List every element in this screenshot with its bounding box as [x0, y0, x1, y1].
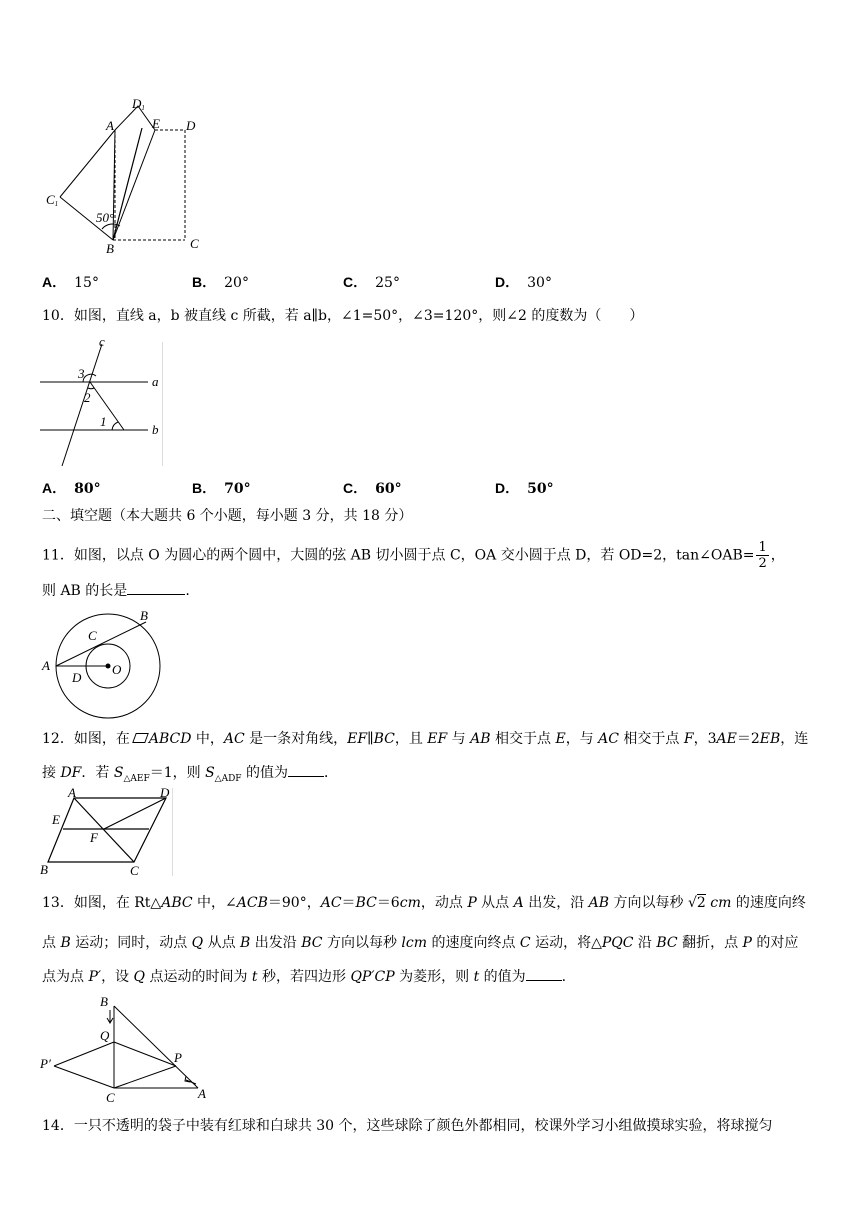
q11-question-line2: 则 AB 的长是 . [42, 580, 190, 601]
q11-question-line1: 11．如图，以点 O 为圆心的两个圆中，大圆的弦 AB 切小圆于点 C，OA 交小圆于点 D，若 OD=2，tan∠OAB= $\frac{1}{2}$ ， [42, 540, 785, 571]
q9-option-c[interactable]: C． 25° [343, 274, 400, 291]
q12-label-a: A [68, 785, 76, 800]
q13-label-q: Q [100, 1028, 110, 1043]
q13-question-line2: 点 B 运动；同时，动点 Q 从点 B 出发沿 BC 方向以每秒 lcm 的速度向终点 C 运动，将△PQC 沿 BC 翻折，点 P 的对应 [42, 935, 799, 951]
q12-figure [38, 786, 178, 878]
q11-fraction: $\frac{1}{2}$ [758, 540, 767, 571]
q9-label-e: E [152, 116, 160, 131]
q13-answer-blank[interactable] [526, 966, 562, 981]
q14-question-text: 14．一只不透明的袋子中装有红球和白球共 30 个，这些球除了颜色外都相同，校课外学习小组做摸球实验，将球搅匀 [42, 1118, 773, 1134]
q9-option-b[interactable]: B． 20° [192, 274, 249, 291]
q9-option-a[interactable]: A． 15° [42, 274, 99, 291]
q9-figure [40, 96, 210, 256]
q13-label-p: P [174, 1050, 182, 1065]
q9-label-d1: D1 [132, 96, 145, 112]
q9-label-d: D [186, 118, 196, 133]
q10-label-3: 3 [78, 366, 85, 381]
q10-question-text: 10．如图，直线 a，b 被直线 c 所截，若 a∥b，∠1=50°，∠3=120°，则∠2 的度数为（ ） [42, 308, 644, 324]
q12-question-line1: 12．如图，在 ABCD 中，AC 是一条对角线，EF∥BC，且 EF 与 AB 相交于点 E，与 AC 相交于点 F，3AE＝2EB，连 [42, 731, 809, 747]
q10-option-d[interactable]: D． 50° [495, 480, 554, 497]
q12-question-line2: 接 DF．若 $S_{\triangle AEF}=1$，则 $S_{\triangle ADF}$ 的值为 ． [42, 762, 338, 789]
q12-label-e: E [52, 812, 60, 827]
q10-option-c[interactable]: C． 60° [343, 480, 402, 497]
q10-figure [40, 334, 170, 468]
q9-label-angle: 50° [96, 210, 115, 225]
q11-answer-blank[interactable] [127, 580, 185, 595]
q11-label-d: D [72, 670, 82, 685]
q12-label-f: F [90, 830, 98, 845]
q13-question-line3: 点为点 P′，设 Q 点运动的时间为 t 秒，若四边形 QP′CP 为菱形，则 t 的值为 . [42, 966, 566, 987]
q10-label-2: 2 [84, 390, 91, 405]
q13-label-pp: P′ [40, 1056, 51, 1071]
q13-figure [38, 994, 218, 1106]
q10-label-a: a [152, 374, 159, 389]
q13-label-c: C [106, 1090, 115, 1105]
parallelogram-icon [132, 733, 149, 743]
q12-label-c: C [130, 863, 139, 878]
q11-figure [38, 604, 168, 719]
q10-label-b: b [152, 422, 159, 437]
q9-label-c: C [190, 236, 199, 251]
q9-label-c1: C1 [46, 192, 59, 208]
q10-option-b[interactable]: B． 70° [192, 480, 251, 497]
q13-label-b: B [100, 994, 108, 1009]
q12-label-d: D [160, 785, 170, 800]
q10-option-a[interactable]: A． 80° [42, 480, 101, 497]
q11-label-a: A [42, 658, 50, 673]
q9-option-d[interactable]: D． 30° [495, 274, 552, 291]
q12-label-b: B [40, 862, 48, 877]
q9-label-b: B [106, 241, 114, 256]
q9-label-a: A [106, 118, 114, 133]
q10-label-c: c [99, 334, 105, 349]
q13-label-a: A [198, 1086, 206, 1101]
sqrt-icon: √ [687, 895, 697, 911]
q10-label-1: 1 [100, 414, 107, 429]
q12-answer-blank[interactable] [288, 762, 324, 777]
q11-label-b: B [140, 608, 148, 623]
q11-label-o: O [112, 662, 122, 677]
q11-label-c: C [88, 628, 97, 643]
section-2-title: 二、填空题（本大题共 6 个小题，每小题 3 分，共 18 分） [42, 508, 413, 524]
q13-question-line1: 13．如图，在 Rt△ABC 中，∠ACB＝90°，AC＝BC＝6cm，动点 P 从点 A 出发，沿 AB 方向以每秒 √2 cm 的速度向终 [42, 895, 806, 911]
